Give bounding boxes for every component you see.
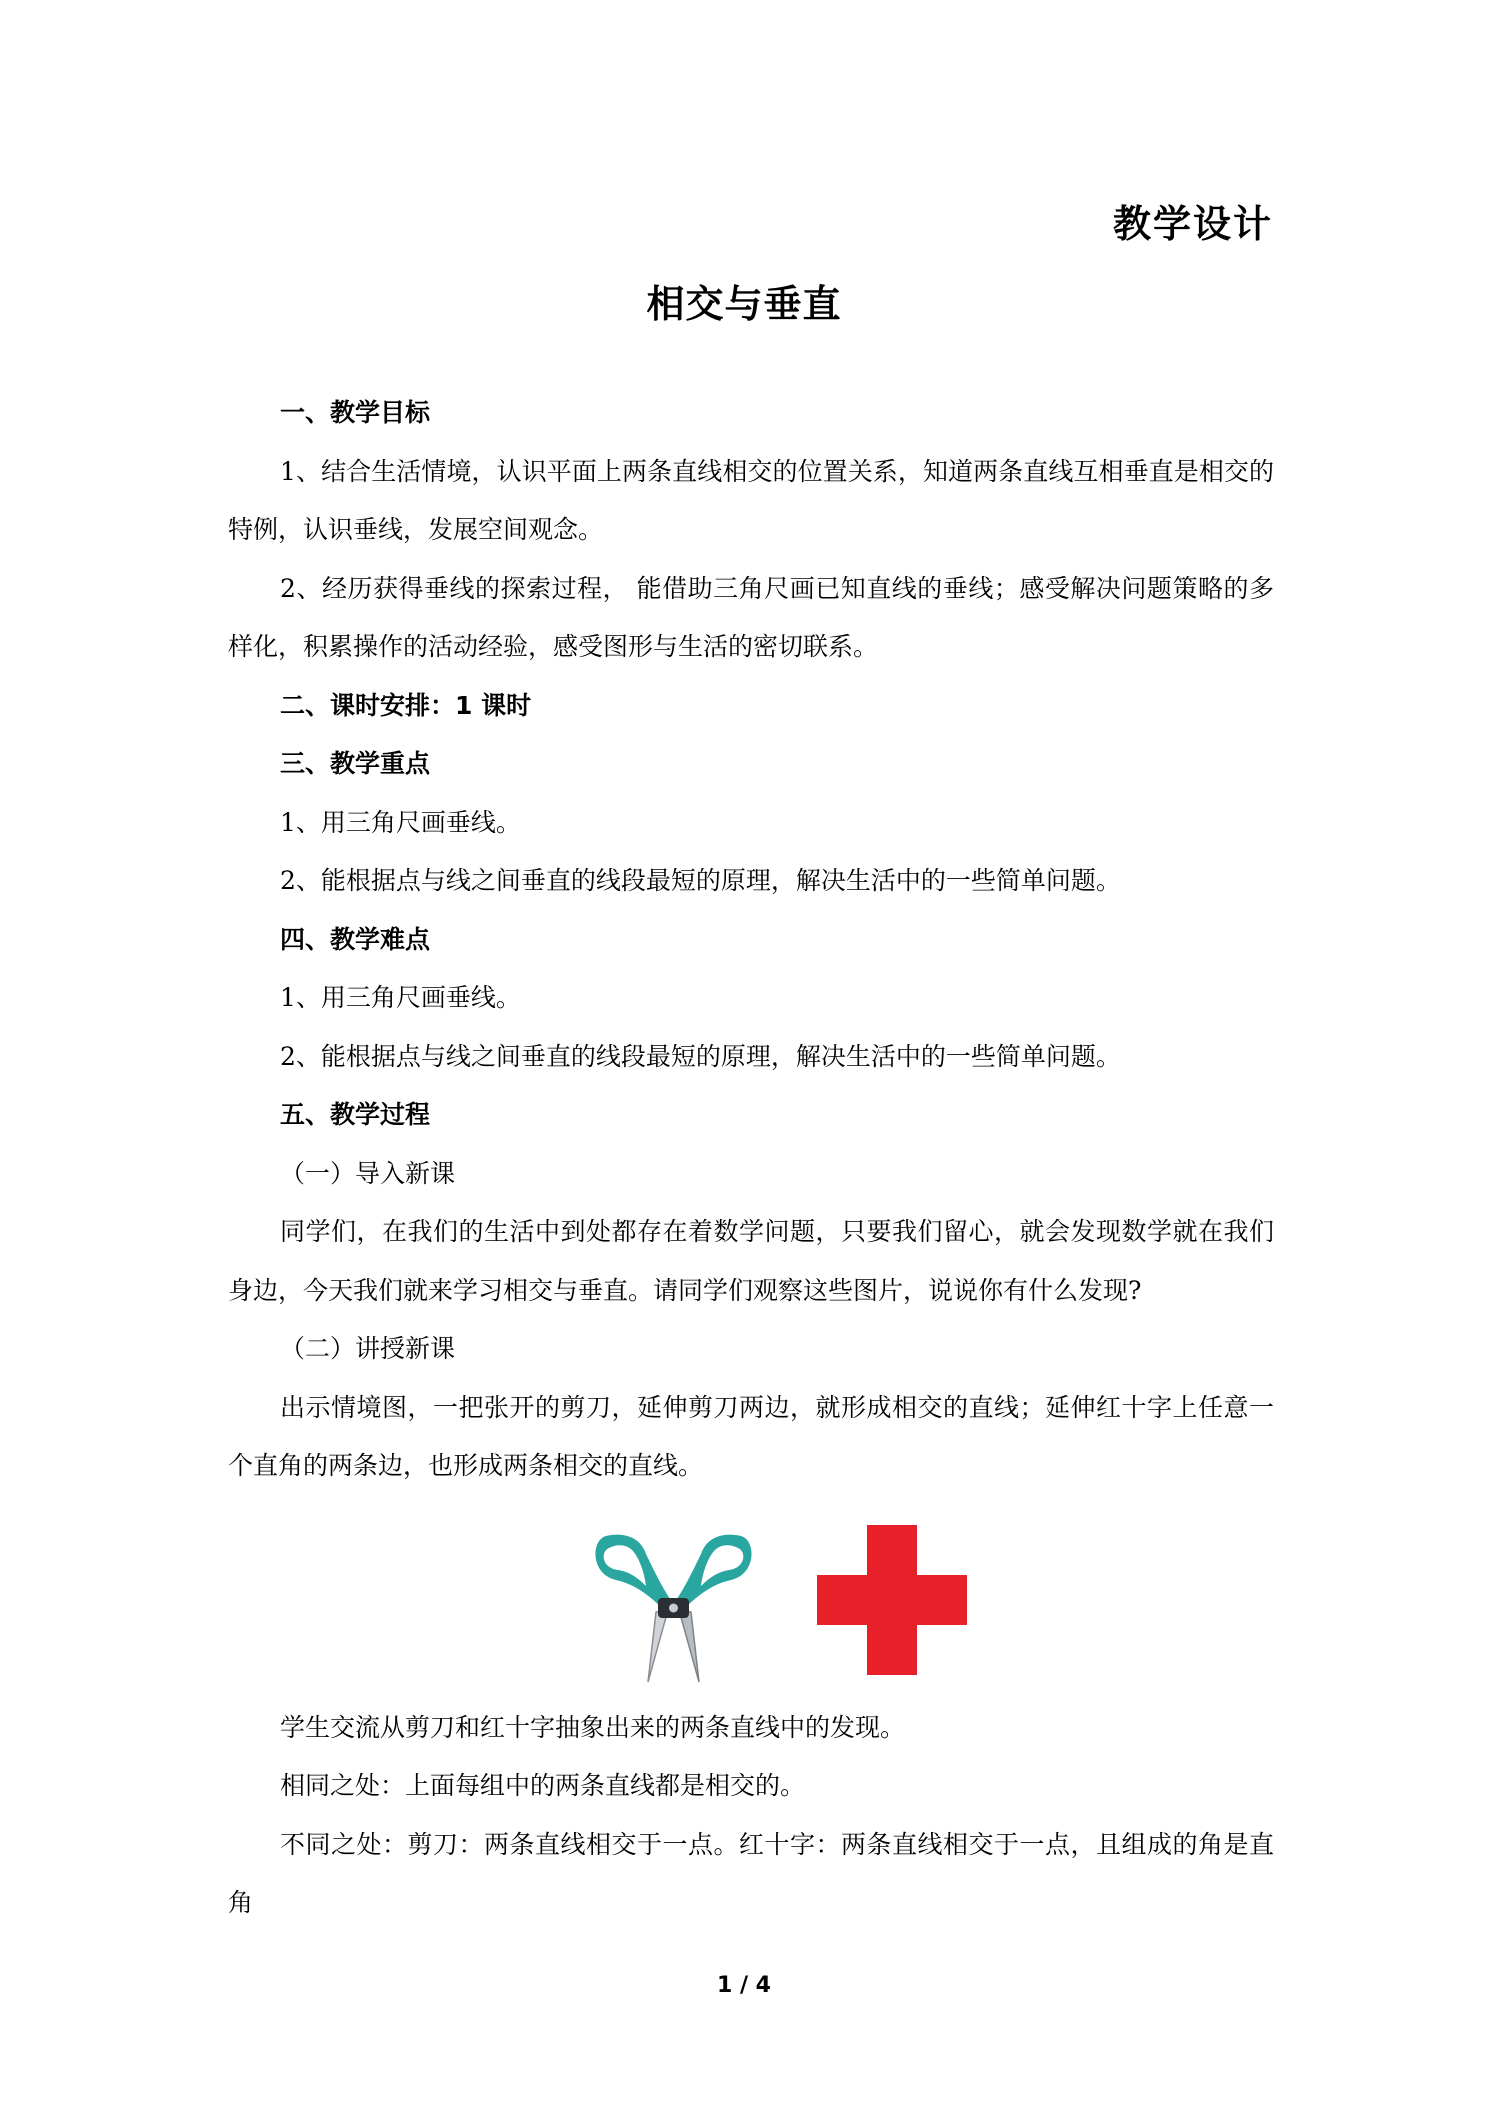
key-point-2: 2、能根据点与线之间垂直的线段最短的原理，解决生活中的一些简单问题。 xyxy=(280,866,1121,895)
page-number: 1 / 4 xyxy=(717,1973,771,1998)
situation-figure xyxy=(228,1512,1274,1697)
difficulty-2: 2、能根据点与线之间垂直的线段最短的原理，解决生活中的一些简单问题。 xyxy=(280,1041,1121,1071)
red-cross-image xyxy=(817,1525,967,1675)
section-heading-difficulties: 四、教学难点 xyxy=(280,924,431,954)
goal-item-2: 2、经历获得垂线的探索过程， 能借助三角尺画已知直线的垂线；感受解决问题策略的多样化，积累操作的活动经验，感受图形与生活的密切联系。 xyxy=(228,573,1274,661)
goal-item-1: 1、结合生活情境，认识平面上两条直线相交的位置关系，知道两条直线互相垂直是相交的特例，认识垂线，发展空间观念。 xyxy=(228,456,1274,544)
teaching-paragraph: 出示情境图，一把张开的剪刀，延伸剪刀两边，就形成相交的直线；延伸红十字上任意一个直角的两条边，也形成两条相交的直线。 xyxy=(228,1392,1274,1480)
similarity-text: 相同之处：上面每组中的两条直线都是相交的。 xyxy=(280,1771,806,1800)
document-body xyxy=(228,384,1274,1933)
section-heading-schedule: 二、课时安排：1 课时 xyxy=(280,690,532,720)
section-heading-process: 五、教学过程 xyxy=(280,1100,431,1129)
intro-paragraph: 同学们，在我们的生活中到处都存在着数学问题，只要我们留心，就会发现数学就在我们身边，今天我们就来学习相交与垂直。请同学们观察这些图片，说说你有什么发现? xyxy=(228,1217,1274,1305)
difference-text: 不同之处：剪刀：两条直线相交于一点。红十字：两条直线相交于一点，且组成的角是直角 xyxy=(228,1829,1274,1917)
document-type-label: 教学设计 xyxy=(1112,202,1273,246)
student-discussion: 学生交流从剪刀和红十字抽象出来的两条直线中的发现。 xyxy=(280,1712,906,1742)
subsection-intro: （一）导入新课 xyxy=(280,1158,456,1188)
section-heading-goals: 一、教学目标 xyxy=(280,398,431,427)
key-point-1: 1、用三角尺画垂线。 xyxy=(280,807,521,837)
subsection-teaching: （二）讲授新课 xyxy=(280,1334,456,1363)
section-heading-key-points: 三、教学重点 xyxy=(280,749,431,778)
difficulty-1: 1、用三角尺画垂线。 xyxy=(280,983,521,1012)
page-title: 相交与垂直 xyxy=(646,282,842,326)
scissors-image xyxy=(586,1522,761,1687)
